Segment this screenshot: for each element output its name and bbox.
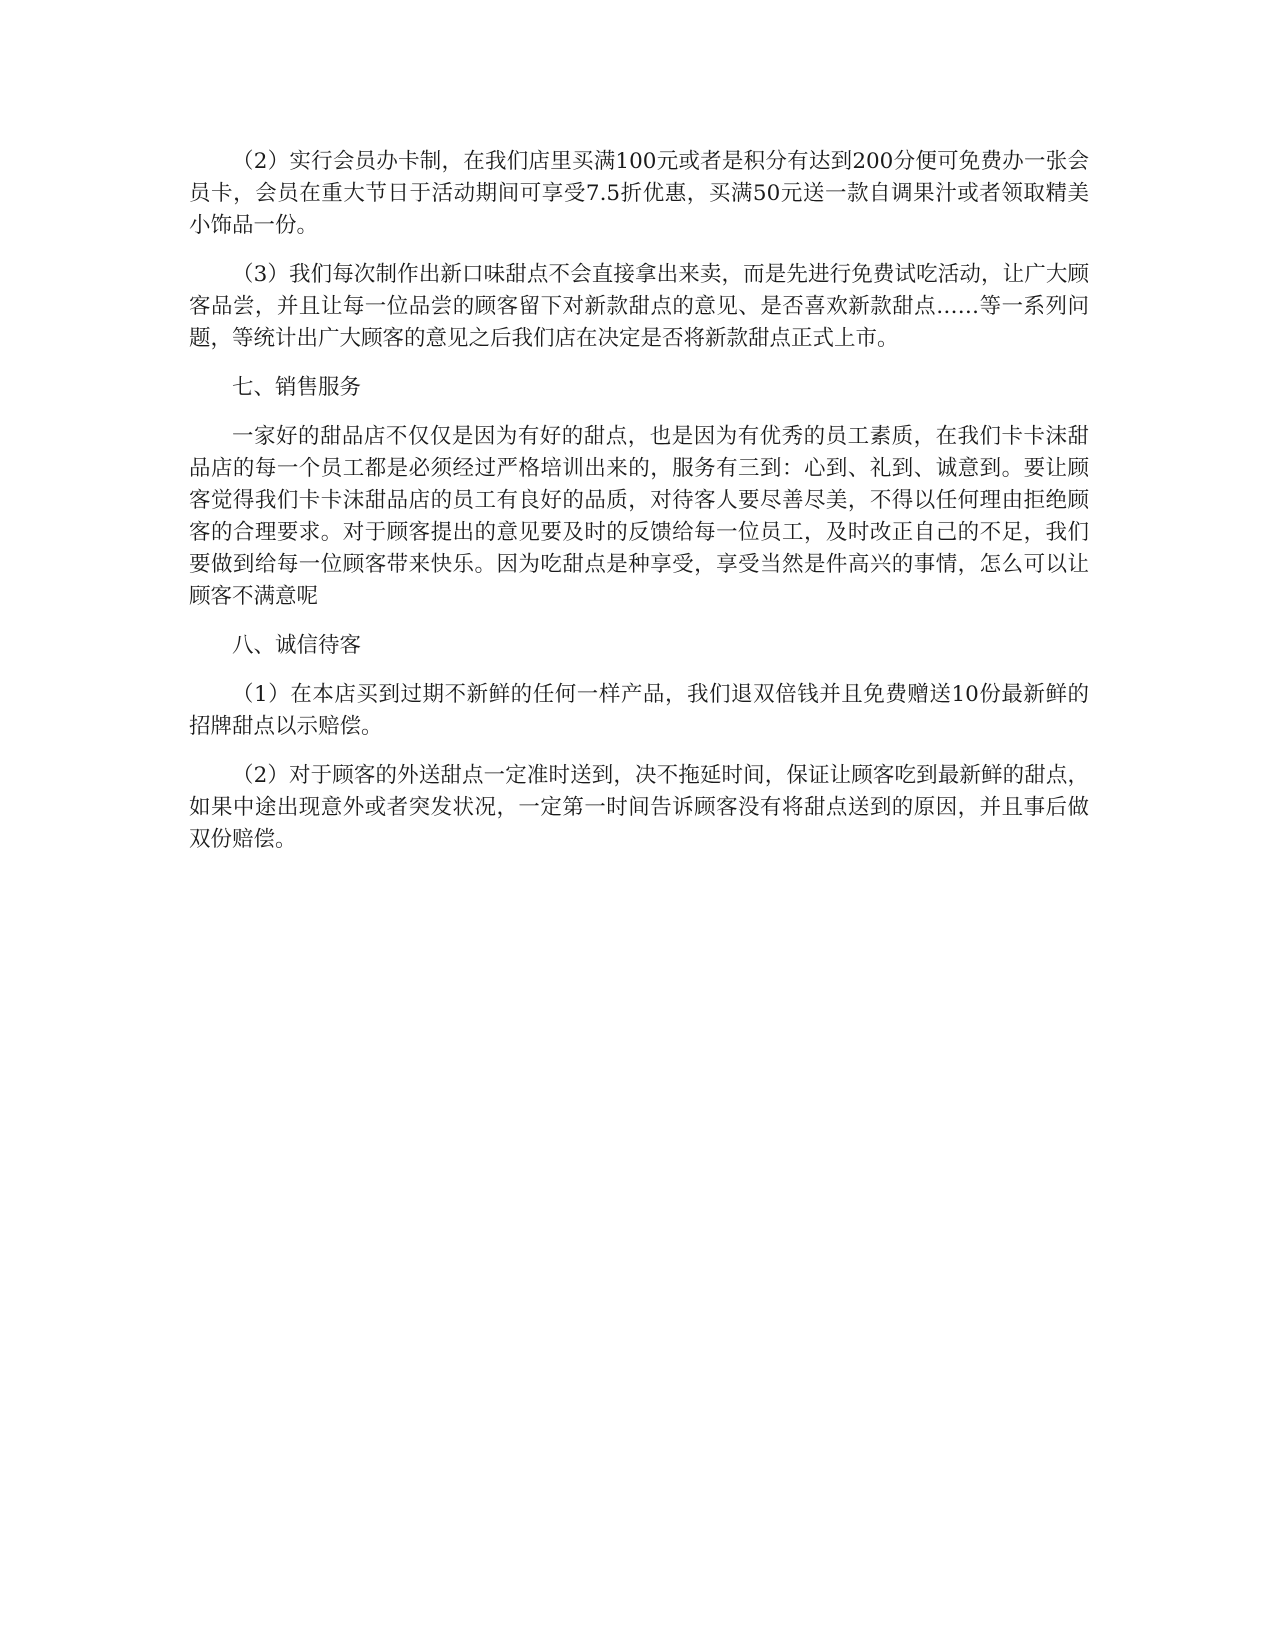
document-body [189,146,1089,873]
paragraph-sales-service: 一家好的甜品店不仅仅是因为有好的甜点，也是因为有优秀的员工素质，在我们卡卡沫甜品店的每一个员工都是必须经过严格培训出来的，服务有三到：心到、礼到、诚意到。要让顾客觉得我们卡卡沫甜品店的员工有良好的品质，对待客人要尽善尽美，不得以任何理由拒绝顾客的合理要求。对于顾客提出的意见要及时的反馈给每一位员工，及时改正自己的不足，我们要做到给每一位顾客带来快乐。因为吃甜点是种享受，享受当然是件高兴的事情，怎么可以让顾客不满意呢 [189,424,1089,609]
paragraph-delivery-guarantee: （2）对于顾客的外送甜点一定准时送到，决不拖延时间，保证让顾客吃到最新鲜的甜点，如果中途出现意外或者突发状况，一定第一时间告诉顾客没有将甜点送到的原因，并且事后做双份赔偿。 [189,763,1089,852]
paragraph-free-tasting: （3）我们每次制作出新口味甜点不会直接拿出来卖，而是先进行免费试吃活动，让广大顾客品尝，并且让每一位品尝的顾客留下对新款甜点的意见、是否喜欢新款甜点……等一系列问题，等统计出广大顾客的意见之后我们店在决定是否将新款甜点正式上市。 [189,262,1089,351]
section-heading-sales-service: 七、销售服务 [232,375,362,400]
paragraph-expired-compensation: （1）在本店买到过期不新鲜的任何一样产品，我们退双倍钱并且免费赠送10份最新鲜的招牌甜点以示赔偿。 [189,682,1089,739]
paragraph-membership: （2）实行会员办卡制，在我们店里买满100元或者是积分有达到200分便可免费办一张会员卡，会员在重大节日于活动期间可享受7.5折优惠，买满50元送一款自调果汁或者领取精美小饰品一份。 [189,149,1089,238]
section-heading-honesty: 八、诚信待客 [232,633,362,658]
